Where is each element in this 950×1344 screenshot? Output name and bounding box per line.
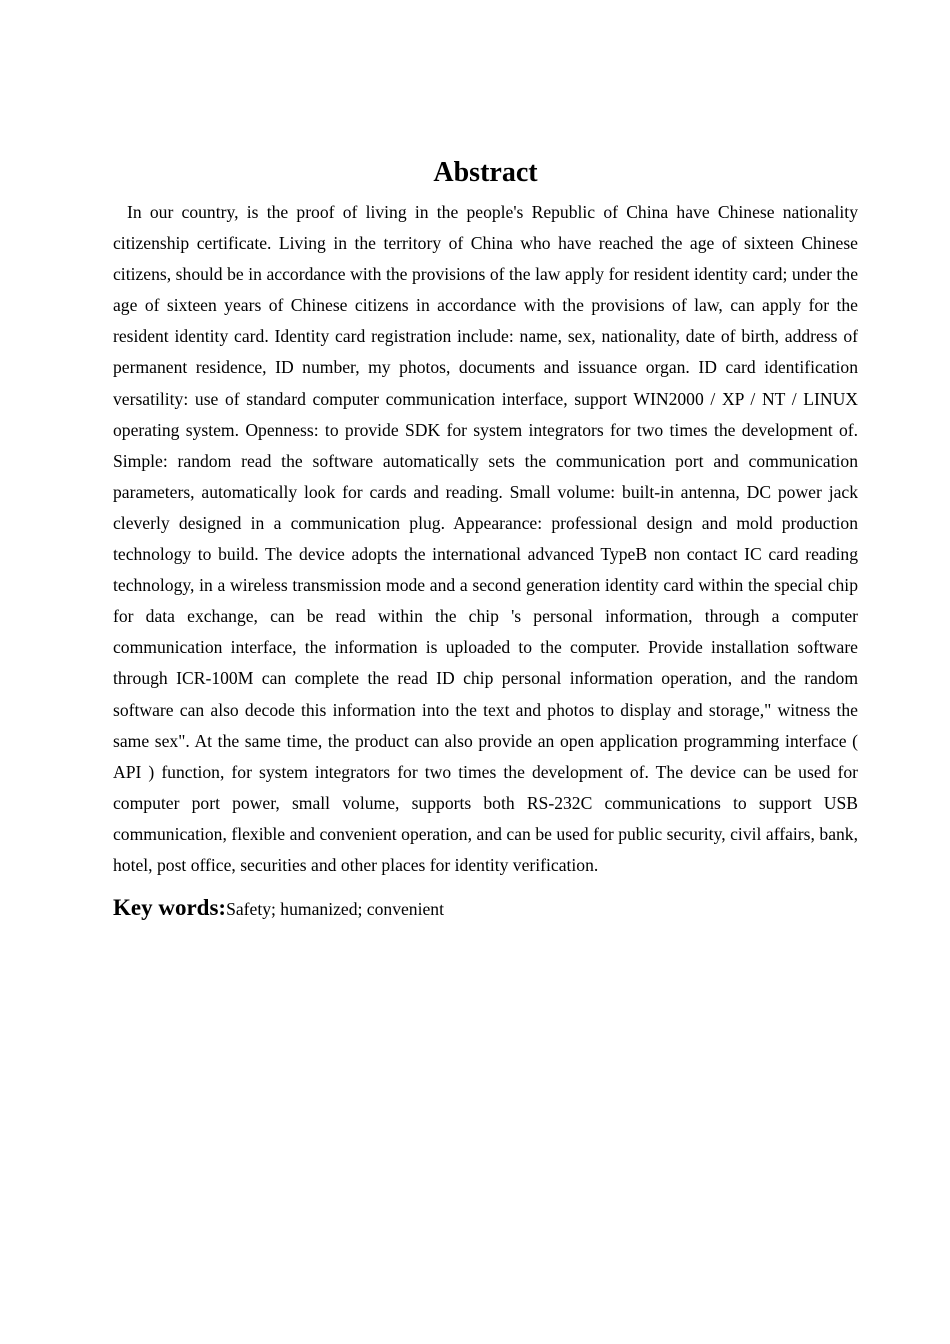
abstract-title: Abstract: [433, 157, 538, 188]
keywords-value: Safety; humanized; convenient: [226, 899, 444, 920]
document-page: [113, 155, 858, 928]
abstract-body: In our country, is the proof of living in the people's Republic of China have Chinese nationality citizenship certificate. Living in the territory of China who have reached the age of sixteen Chinese citizens, should be in accordance with the provisions of the law apply for resident identity card; under the age of sixteen years of Chinese citizens in accordance with the provisions of law, can apply for the resident identity card. Identity card registration include: name, sex, nationality, date of birth, address of permanent residence, ID number, my photos, documents and issuance organ. ID card identification versatility: use of standard computer communication interface, support WIN2000 / XP / NT / LINUX operating system. Openness: to provide SDK for system integrators for two times the development of. Simple: random read the software automatically sets the communication port and communication parameters, automatically look for cards and reading. Small volume: built-in antenna, DC power jack cleverly designed in a communication plug. Appearance: professional design and mold production technology to build. The device adopts the international advanced TypeB non contact IC card reading technology, in a wireless transmission mode and a second generation identity card within the special chip for data exchange, can be read within the chip 's personal information, through a computer communication interface, the information is uploaded to the computer. Provide installation software through ICR-100M can complete the read ID chip personal information operation, and the random software can also decode this information into the text and photos to display and storage," witness the same sex". At the same time, the product can also provide an open application programming interface ( API ) function, for system integrators for two times the development of. The device can be used for computer port power, small volume, supports both RS-232C communications to support USB communication, flexible and convenient operation, and can be used for public security, civil affairs, bank, hotel, post office, securities and other places for identity verification.: [113, 202, 858, 875]
keywords-label: Key words:: [113, 895, 227, 921]
keywords-line: [113, 891, 858, 928]
